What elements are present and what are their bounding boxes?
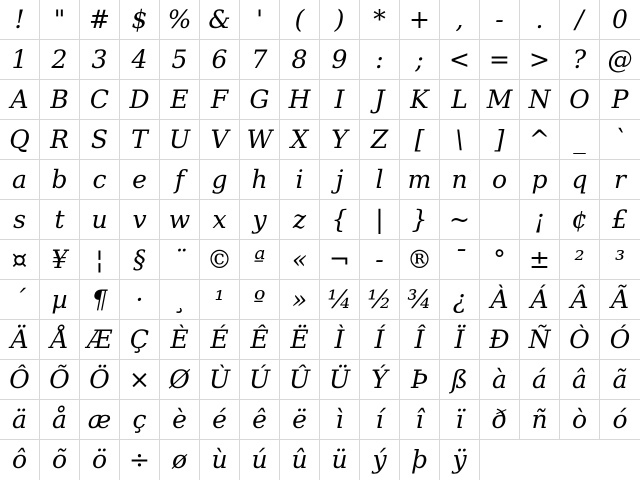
glyph-cell[interactable]: 5 bbox=[160, 40, 200, 80]
glyph-cell[interactable]: È bbox=[160, 320, 200, 360]
glyph-cell[interactable]: ² bbox=[560, 240, 600, 280]
glyph-cell[interactable]: + bbox=[400, 0, 440, 40]
glyph-cell[interactable]: Å bbox=[40, 320, 80, 360]
glyph-cell[interactable]: ¬ bbox=[320, 240, 360, 280]
glyph-cell[interactable]: ¼ bbox=[320, 280, 360, 320]
glyph-cell[interactable]: = bbox=[480, 40, 520, 80]
glyph-cell[interactable]: ° bbox=[480, 240, 520, 280]
glyph-cell[interactable]: e bbox=[120, 160, 160, 200]
glyph-cell[interactable]: è bbox=[160, 400, 200, 440]
glyph-cell[interactable]: À bbox=[480, 280, 520, 320]
glyph-cell[interactable]: X bbox=[280, 120, 320, 160]
glyph-cell[interactable]: 9 bbox=[320, 40, 360, 80]
glyph-cell[interactable]: # bbox=[80, 0, 120, 40]
glyph-cell[interactable]: i bbox=[280, 160, 320, 200]
glyph-cell[interactable]: Ç bbox=[120, 320, 160, 360]
glyph-cell[interactable]: v bbox=[120, 200, 160, 240]
glyph-cell[interactable]: M bbox=[480, 80, 520, 120]
glyph-cell[interactable]: ý bbox=[360, 440, 400, 480]
glyph-cell[interactable]: & bbox=[200, 0, 240, 40]
glyph-cell[interactable]: û bbox=[280, 440, 320, 480]
glyph-cell[interactable]: ^ bbox=[520, 120, 560, 160]
glyph-cell[interactable]: N bbox=[520, 80, 560, 120]
glyph-cell[interactable]: " bbox=[40, 0, 80, 40]
glyph-cell[interactable]: q bbox=[560, 160, 600, 200]
glyph-cell[interactable]: Z bbox=[360, 120, 400, 160]
glyph-cell[interactable]: , bbox=[440, 0, 480, 40]
glyph-cell[interactable]: } bbox=[400, 200, 440, 240]
glyph-cell[interactable]: é bbox=[200, 400, 240, 440]
glyph-cell[interactable]: ½ bbox=[360, 280, 400, 320]
glyph-cell[interactable]: w bbox=[160, 200, 200, 240]
glyph-cell[interactable]: Ù bbox=[200, 360, 240, 400]
glyph-cell[interactable]: - bbox=[480, 0, 520, 40]
glyph-cell[interactable]: Á bbox=[520, 280, 560, 320]
glyph-cell[interactable]: ) bbox=[320, 0, 360, 40]
glyph-cell[interactable]: o bbox=[480, 160, 520, 200]
glyph-cell[interactable]: - bbox=[360, 240, 400, 280]
glyph-cell[interactable]: / bbox=[560, 0, 600, 40]
glyph-cell[interactable]: ! bbox=[0, 0, 40, 40]
glyph-cell[interactable]: ë bbox=[280, 400, 320, 440]
glyph-cell[interactable]: \ bbox=[440, 120, 480, 160]
glyph-cell[interactable]: Î bbox=[400, 320, 440, 360]
glyph-cell[interactable]: Ò bbox=[560, 320, 600, 360]
glyph-cell[interactable]: R bbox=[40, 120, 80, 160]
glyph-cell[interactable]: Ë bbox=[280, 320, 320, 360]
glyph-cell[interactable]: L bbox=[440, 80, 480, 120]
glyph-cell[interactable]: m bbox=[400, 160, 440, 200]
glyph-cell[interactable]: > bbox=[520, 40, 560, 80]
glyph-cell[interactable]: _ bbox=[560, 120, 600, 160]
glyph-cell[interactable]: * bbox=[360, 0, 400, 40]
glyph-cell[interactable]: j bbox=[320, 160, 360, 200]
glyph-cell[interactable]: © bbox=[200, 240, 240, 280]
glyph-cell[interactable]: â bbox=[560, 360, 600, 400]
glyph-cell[interactable]: E bbox=[160, 80, 200, 120]
glyph-cell[interactable]: n bbox=[440, 160, 480, 200]
glyph-cell[interactable]: l bbox=[360, 160, 400, 200]
glyph-cell[interactable]: Ó bbox=[600, 320, 640, 360]
glyph-cell[interactable]: Ô bbox=[0, 360, 40, 400]
glyph-cell[interactable]: ñ bbox=[520, 400, 560, 440]
glyph-cell[interactable]: Û bbox=[280, 360, 320, 400]
glyph-cell[interactable]: ± bbox=[520, 240, 560, 280]
glyph-cell[interactable]: : bbox=[360, 40, 400, 80]
glyph-cell[interactable]: ù bbox=[200, 440, 240, 480]
glyph-cell[interactable]: I bbox=[320, 80, 360, 120]
glyph-cell[interactable]: ð bbox=[480, 400, 520, 440]
glyph-cell[interactable]: . bbox=[520, 0, 560, 40]
glyph-cell[interactable]: å bbox=[40, 400, 80, 440]
glyph-cell[interactable]: ä bbox=[0, 400, 40, 440]
glyph-cell[interactable]: Ê bbox=[240, 320, 280, 360]
glyph-cell[interactable]: õ bbox=[40, 440, 80, 480]
glyph-cell[interactable]: Í bbox=[360, 320, 400, 360]
glyph-cell[interactable]: ÷ bbox=[120, 440, 160, 480]
glyph-cell[interactable]: a bbox=[0, 160, 40, 200]
glyph-cell[interactable]: § bbox=[120, 240, 160, 280]
glyph-cell[interactable]: B bbox=[40, 80, 80, 120]
glyph-cell[interactable]: ò bbox=[560, 400, 600, 440]
glyph-cell[interactable]: G bbox=[240, 80, 280, 120]
glyph-cell[interactable]: Þ bbox=[400, 360, 440, 400]
glyph-cell[interactable]: ¤ bbox=[0, 240, 40, 280]
glyph-cell[interactable]: A bbox=[0, 80, 40, 120]
glyph-cell[interactable]: Ñ bbox=[520, 320, 560, 360]
glyph-cell[interactable]: ¸ bbox=[160, 280, 200, 320]
glyph-cell[interactable]: 7 bbox=[240, 40, 280, 80]
glyph-cell[interactable]: 2 bbox=[40, 40, 80, 80]
glyph-cell[interactable]: c bbox=[80, 160, 120, 200]
glyph-cell[interactable]: J bbox=[360, 80, 400, 120]
glyph-cell[interactable]: à bbox=[480, 360, 520, 400]
glyph-cell[interactable]: [ bbox=[400, 120, 440, 160]
glyph-cell[interactable]: Ü bbox=[320, 360, 360, 400]
glyph-cell[interactable]: ~ bbox=[440, 200, 480, 240]
glyph-cell[interactable]: ÿ bbox=[440, 440, 480, 480]
glyph-cell[interactable]: ¾ bbox=[400, 280, 440, 320]
glyph-cell[interactable]: Ø bbox=[160, 360, 200, 400]
glyph-cell[interactable]: ' bbox=[240, 0, 280, 40]
glyph-cell[interactable]: ¡ bbox=[520, 200, 560, 240]
glyph-cell[interactable]: ¿ bbox=[440, 280, 480, 320]
glyph-cell[interactable]: ª bbox=[240, 240, 280, 280]
glyph-cell[interactable]: ü bbox=[320, 440, 360, 480]
glyph-cell[interactable]: £ bbox=[600, 200, 640, 240]
glyph-cell[interactable]: Ä bbox=[0, 320, 40, 360]
glyph-cell[interactable]: < bbox=[440, 40, 480, 80]
glyph-cell[interactable]: V bbox=[200, 120, 240, 160]
glyph-cell[interactable]: 3 bbox=[80, 40, 120, 80]
glyph-cell[interactable]: ì bbox=[320, 400, 360, 440]
glyph-cell[interactable]: ê bbox=[240, 400, 280, 440]
glyph-cell[interactable]: í bbox=[360, 400, 400, 440]
glyph-cell[interactable]: Y bbox=[320, 120, 360, 160]
glyph-cell[interactable]: ¨ bbox=[160, 240, 200, 280]
glyph-cell[interactable]: @ bbox=[600, 40, 640, 80]
glyph-cell[interactable]: ¥ bbox=[40, 240, 80, 280]
glyph-cell[interactable]: D bbox=[120, 80, 160, 120]
glyph-cell[interactable]: s bbox=[0, 200, 40, 240]
glyph-cell[interactable]: þ bbox=[400, 440, 440, 480]
glyph-cell[interactable]: Ö bbox=[80, 360, 120, 400]
glyph-cell[interactable]: É bbox=[200, 320, 240, 360]
glyph-cell[interactable]: U bbox=[160, 120, 200, 160]
glyph-cell[interactable]: ó bbox=[600, 400, 640, 440]
glyph-cell[interactable]: W bbox=[240, 120, 280, 160]
glyph-cell[interactable]: × bbox=[120, 360, 160, 400]
glyph-cell[interactable]: æ bbox=[80, 400, 120, 440]
glyph-cell[interactable]: H bbox=[280, 80, 320, 120]
glyph-cell[interactable]: 6 bbox=[200, 40, 240, 80]
glyph-cell[interactable]: S bbox=[80, 120, 120, 160]
glyph-cell[interactable]: « bbox=[280, 240, 320, 280]
glyph-cell[interactable]: Ì bbox=[320, 320, 360, 360]
glyph-cell[interactable]: ¦ bbox=[80, 240, 120, 280]
glyph-cell[interactable]: p bbox=[520, 160, 560, 200]
glyph-cell[interactable]: Â bbox=[560, 280, 600, 320]
glyph-cell[interactable]: r bbox=[600, 160, 640, 200]
glyph-cell[interactable]: ´ bbox=[0, 280, 40, 320]
glyph-cell[interactable]: ? bbox=[560, 40, 600, 80]
glyph-cell[interactable]: b bbox=[40, 160, 80, 200]
glyph-cell[interactable]: Ð bbox=[480, 320, 520, 360]
glyph-cell[interactable]: Ý bbox=[360, 360, 400, 400]
glyph-cell[interactable]: ¢ bbox=[560, 200, 600, 240]
glyph-cell[interactable]: u bbox=[80, 200, 120, 240]
glyph-cell[interactable]: · bbox=[120, 280, 160, 320]
glyph-cell[interactable]: ú bbox=[240, 440, 280, 480]
glyph-cell[interactable]: f bbox=[160, 160, 200, 200]
glyph-cell[interactable]: ³ bbox=[600, 240, 640, 280]
glyph-cell[interactable]: $ bbox=[120, 0, 160, 40]
glyph-cell[interactable]: z bbox=[280, 200, 320, 240]
glyph-cell[interactable]: T bbox=[120, 120, 160, 160]
glyph-cell[interactable]: x bbox=[200, 200, 240, 240]
glyph-cell[interactable]: Q bbox=[0, 120, 40, 160]
glyph-cell[interactable]: ö bbox=[80, 440, 120, 480]
glyph-cell[interactable]: ç bbox=[120, 400, 160, 440]
glyph-cell[interactable]: ( bbox=[280, 0, 320, 40]
glyph-cell[interactable]: ; bbox=[400, 40, 440, 80]
glyph-cell[interactable]: h bbox=[240, 160, 280, 200]
glyph-cell[interactable]: ¯ bbox=[440, 240, 480, 280]
glyph-cell[interactable]: 0 bbox=[600, 0, 640, 40]
glyph-cell[interactable] bbox=[480, 200, 520, 240]
glyph-cell[interactable]: ø bbox=[160, 440, 200, 480]
glyph-cell[interactable]: Ú bbox=[240, 360, 280, 400]
glyph-cell[interactable]: Æ bbox=[80, 320, 120, 360]
glyph-cell[interactable]: K bbox=[400, 80, 440, 120]
glyph-cell[interactable]: { bbox=[320, 200, 360, 240]
glyph-cell[interactable]: ¹ bbox=[200, 280, 240, 320]
glyph-cell[interactable]: t bbox=[40, 200, 80, 240]
glyph-cell[interactable]: ï bbox=[440, 400, 480, 440]
glyph-cell[interactable]: ß bbox=[440, 360, 480, 400]
glyph-cell[interactable]: 8 bbox=[280, 40, 320, 80]
glyph-cell[interactable]: ` bbox=[600, 120, 640, 160]
glyph-cell[interactable]: Ã bbox=[600, 280, 640, 320]
glyph-cell[interactable]: Ï bbox=[440, 320, 480, 360]
glyph-cell[interactable]: y bbox=[240, 200, 280, 240]
glyph-cell[interactable]: º bbox=[240, 280, 280, 320]
glyph-cell[interactable]: C bbox=[80, 80, 120, 120]
glyph-cell[interactable]: ] bbox=[480, 120, 520, 160]
glyph-cell[interactable]: 1 bbox=[0, 40, 40, 80]
glyph-cell[interactable]: F bbox=[200, 80, 240, 120]
glyph-cell[interactable]: ® bbox=[400, 240, 440, 280]
glyph-cell[interactable]: î bbox=[400, 400, 440, 440]
glyph-cell[interactable]: O bbox=[560, 80, 600, 120]
glyph-cell[interactable]: á bbox=[520, 360, 560, 400]
glyph-cell[interactable]: % bbox=[160, 0, 200, 40]
glyph-cell[interactable]: 4 bbox=[120, 40, 160, 80]
glyph-cell[interactable]: P bbox=[600, 80, 640, 120]
glyph-cell[interactable]: ô bbox=[0, 440, 40, 480]
glyph-cell[interactable]: ã bbox=[600, 360, 640, 400]
glyph-cell[interactable]: » bbox=[280, 280, 320, 320]
glyph-cell[interactable]: µ bbox=[40, 280, 80, 320]
glyph-cell[interactable]: Õ bbox=[40, 360, 80, 400]
glyph-cell[interactable]: ¶ bbox=[80, 280, 120, 320]
glyph-cell[interactable]: | bbox=[360, 200, 400, 240]
glyph-cell[interactable]: g bbox=[200, 160, 240, 200]
